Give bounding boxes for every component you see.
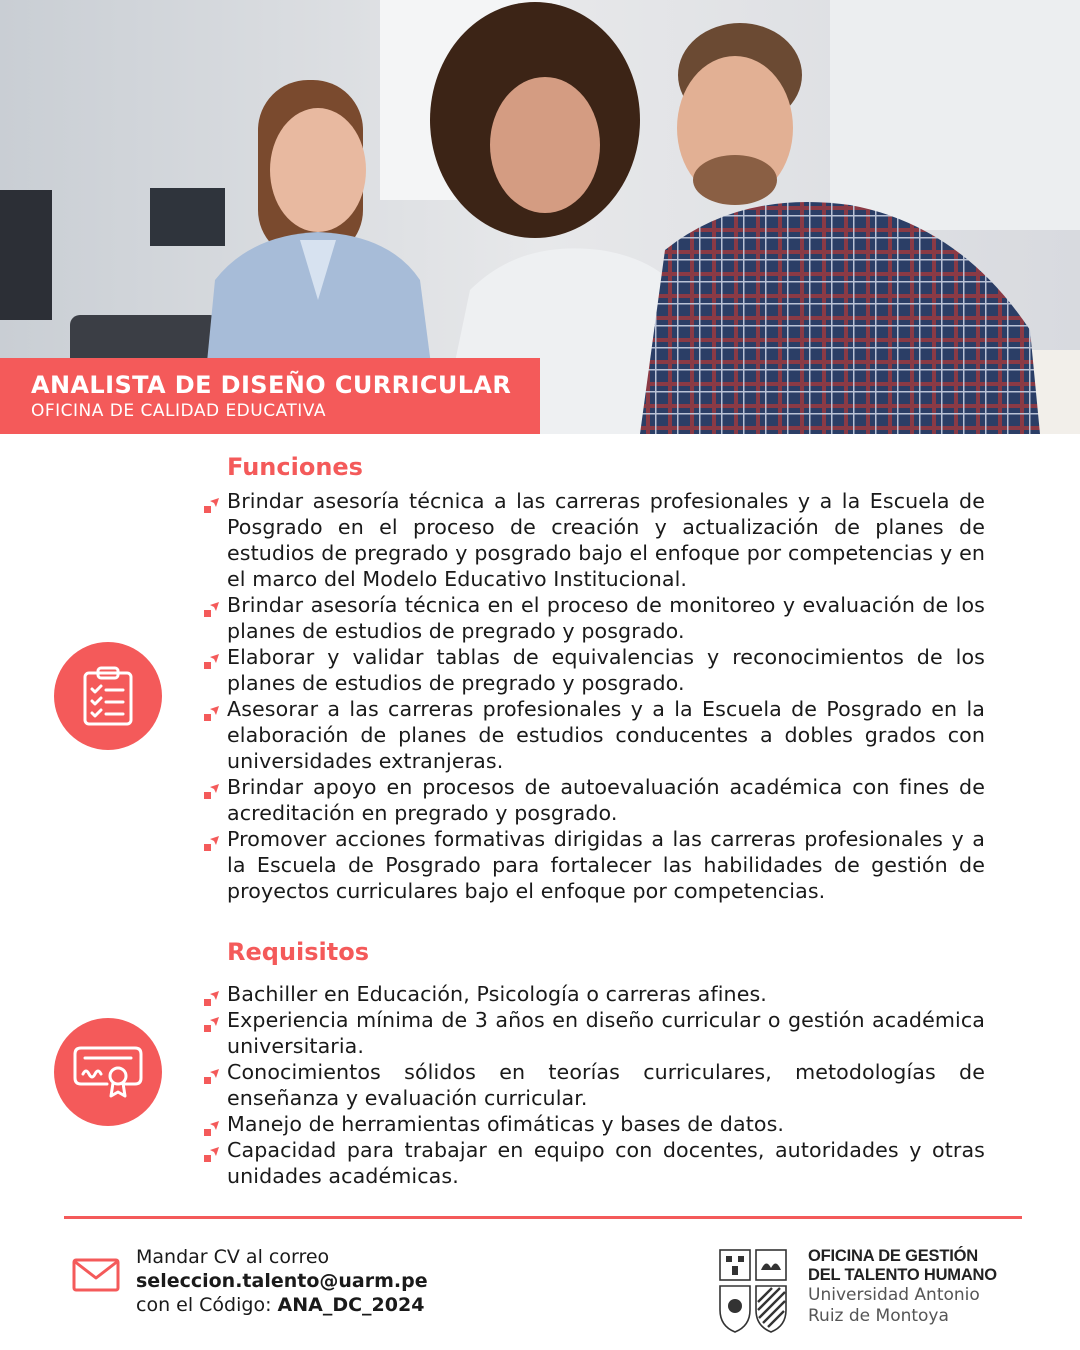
arrow-bullet-icon	[204, 835, 220, 851]
arrow-bullet-icon	[204, 1146, 220, 1162]
mail-icon	[72, 1258, 120, 1292]
arrow-bullet-icon	[204, 990, 220, 1006]
arrow-bullet-icon	[204, 1120, 220, 1136]
arrow-bullet-icon	[204, 783, 220, 799]
contact-instruction: Mandar CV al correo	[136, 1246, 330, 1268]
contact-code-line	[136, 1293, 428, 1317]
list-item	[204, 488, 985, 592]
requisito-text: Manejo de herramientas ofimáticas y bases de datos.	[227, 1112, 785, 1136]
funciones-list	[204, 488, 985, 904]
arrow-bullet-icon	[204, 1016, 220, 1032]
funcion-text: Brindar asesoría técnica a las carreras profesionales y a la Escuela de Posgrado en el proceso de creación y actualización de planes de estudios de pregrado y posgrado bajo el enfoque por competencias y en el marco del Modelo Educativo Institucional.	[227, 489, 985, 591]
contact-info	[136, 1245, 428, 1317]
arrow-bullet-icon	[204, 653, 220, 669]
requisito-text: Bachiller en Educación, Psicología o carreras afines.	[227, 982, 767, 1006]
requisito-text: Capacidad para trabajar en equipo con docentes, autoridades y otras unidades académicas.	[227, 1138, 985, 1188]
list-item	[204, 1007, 985, 1059]
certificate-icon	[54, 1018, 162, 1126]
university-crest-logo	[718, 1248, 788, 1334]
funciones-heading: Funciones	[227, 453, 363, 481]
requisito-text: Conocimientos sólidos en teorías curriculares, metodologías de enseñanza y evaluación curricular.	[227, 1060, 985, 1110]
code-label: con el Código:	[136, 1294, 278, 1316]
requisitos-list	[204, 981, 985, 1189]
office-subtitle: OFICINA DE CALIDAD EDUCATIVA	[31, 401, 326, 421]
job-title: ANALISTA DE DISEÑO CURRICULAR	[31, 371, 512, 399]
list-item	[204, 1111, 985, 1137]
arrow-bullet-icon	[204, 601, 220, 617]
requisito-text: Experiencia mínima de 3 años en diseño curricular o gestión académica universitaria.	[227, 1008, 985, 1058]
list-item	[204, 592, 985, 644]
funcion-text: Brindar asesoría técnica en el proceso de monitoreo y evaluación de los planes de estudios de pregrado y posgrado.	[227, 593, 985, 643]
list-item	[204, 1059, 985, 1111]
funcion-text: Brindar apoyo en procesos de autoevaluación académica con fines de acreditación en pregrado y posgrado.	[227, 775, 985, 825]
contact-email-link[interactable]: seleccion.talento@uarm.pe	[136, 1270, 428, 1292]
list-item	[204, 644, 985, 696]
logo-university-line2: Ruiz de Montoya	[808, 1306, 949, 1326]
funcion-text: Asesorar a las carreras profesionales y a la Escuela de Posgrado en la elaboración de planes de estudios conducentes a dobles grados con universidades extranjeras.	[227, 697, 985, 773]
list-item	[204, 774, 985, 826]
clipboard-checklist-icon	[54, 642, 162, 750]
list-item	[204, 981, 985, 1007]
arrow-bullet-icon	[204, 705, 220, 721]
arrow-bullet-icon	[204, 1068, 220, 1084]
footer-divider	[64, 1216, 1022, 1219]
list-item	[204, 696, 985, 774]
funcion-text: Elaborar y validar tablas de equivalencias y reconocimientos de los planes de estudios de pregrado y posgrado.	[227, 645, 985, 695]
job-code: ANA_DC_2024	[277, 1294, 425, 1316]
funcion-text: Promover acciones formativas dirigidas a las carreras profesionales y a la Escuela de Posgrado para fortalecer las habilidades de gestión de proyectos curriculares bajo el enfoque por competencias.	[227, 827, 985, 903]
logo-office-line1: OFICINA DE GESTIÓN	[808, 1247, 978, 1265]
arrow-bullet-icon	[204, 497, 220, 513]
job-title-banner	[0, 358, 540, 434]
list-item	[204, 826, 985, 904]
logo-university-line1: Universidad Antonio	[808, 1285, 980, 1305]
list-item	[204, 1137, 985, 1189]
logo-office-line2: DEL TALENTO HUMANO	[808, 1266, 997, 1284]
requisitos-heading: Requisitos	[227, 938, 370, 966]
office-logo-text	[808, 1247, 997, 1327]
